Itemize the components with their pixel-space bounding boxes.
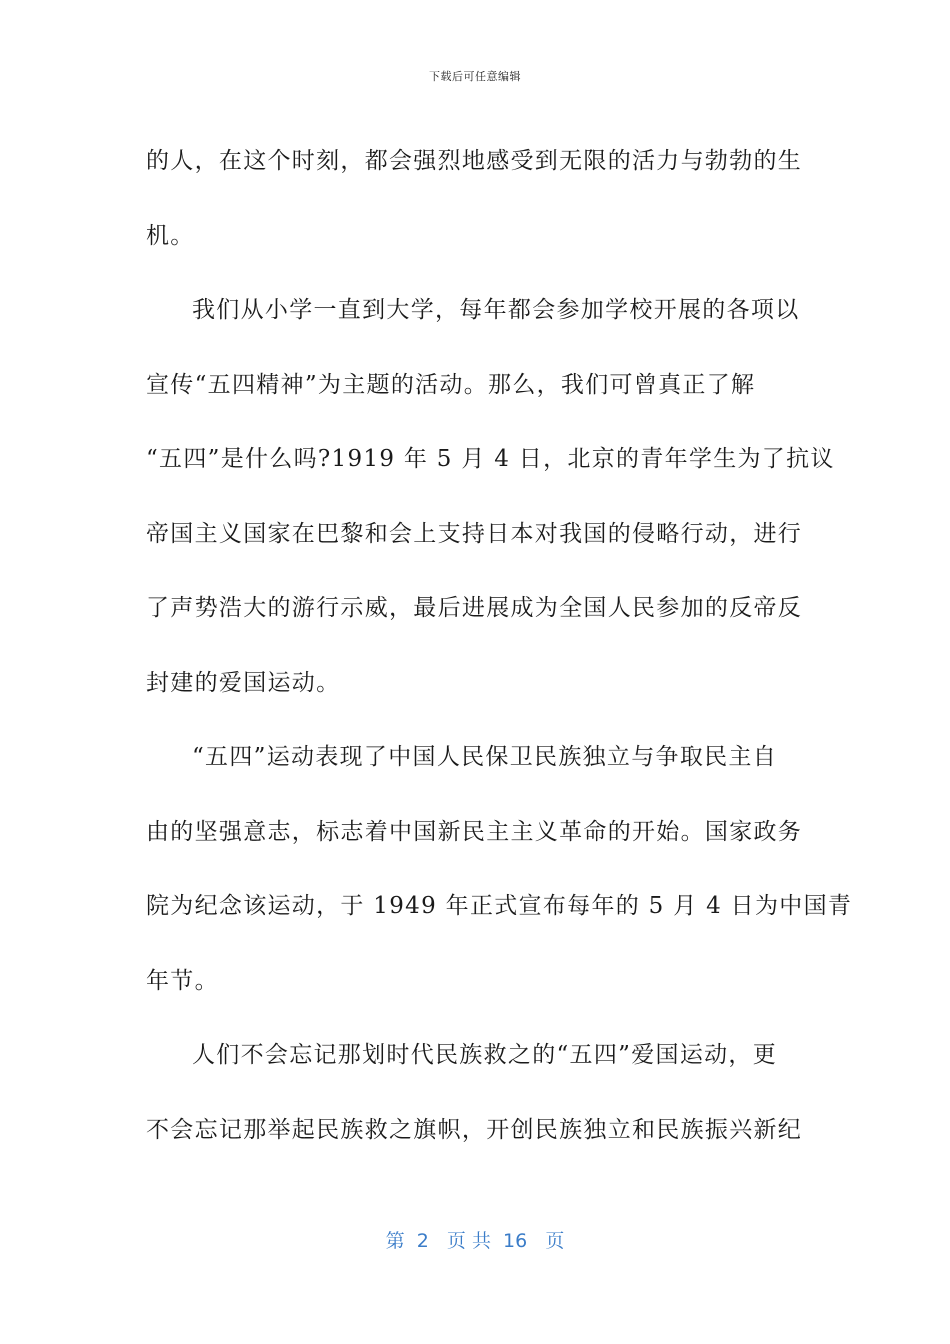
text-line: 由的坚强意志，标志着中国新民主主义革命的开始。国家政务 [146, 818, 803, 845]
text-line: 宣传“五四精神”为主题的活动。那么，我们可曾真正了解 [146, 371, 756, 398]
paragraph-start-line: 人们不会忘记那划时代民族救之的“五四”爱国运动，更 [192, 1042, 778, 1068]
paragraph-start-line: 我们从小学一直到大学，每年都会参加学校开展的各项以 [192, 297, 800, 323]
body-text [146, 124, 853, 1167]
text-line: “五四”是什么吗?1919 年 5 月 4 日，北京的青年学生为了抗议 [146, 446, 835, 472]
text-line: 年节。 [146, 967, 219, 994]
page-header: 下载后可任意编辑 [429, 70, 521, 83]
text-line: 帝国主义国家在巴黎和会上支持日本对我国的侵略行动，进行 [146, 520, 803, 547]
text-line: 封建的爱国运动。 [146, 669, 341, 696]
text-line: 的人，在这个时刻，都会强烈地感受到无限的活力与勃勃的生 [146, 148, 803, 174]
text-line: 机。 [146, 222, 195, 249]
text-line: 院为纪念该运动，于 1949 年正式宣布每年的 5 月 4 日为中国青 [146, 893, 853, 919]
paragraph-start-line: “五四”运动表现了中国人民保卫民族独立与争取民主自 [192, 744, 778, 770]
page-number-footer: 第 2 页 共 16 页 [385, 1230, 565, 1252]
text-line: 不会忘记那举起民族救之旗帜，开创民族独立和民族振兴新纪 [146, 1116, 803, 1143]
text-line: 了声势浩大的游行示威，最后进展成为全国人民参加的反帝反 [146, 595, 803, 621]
